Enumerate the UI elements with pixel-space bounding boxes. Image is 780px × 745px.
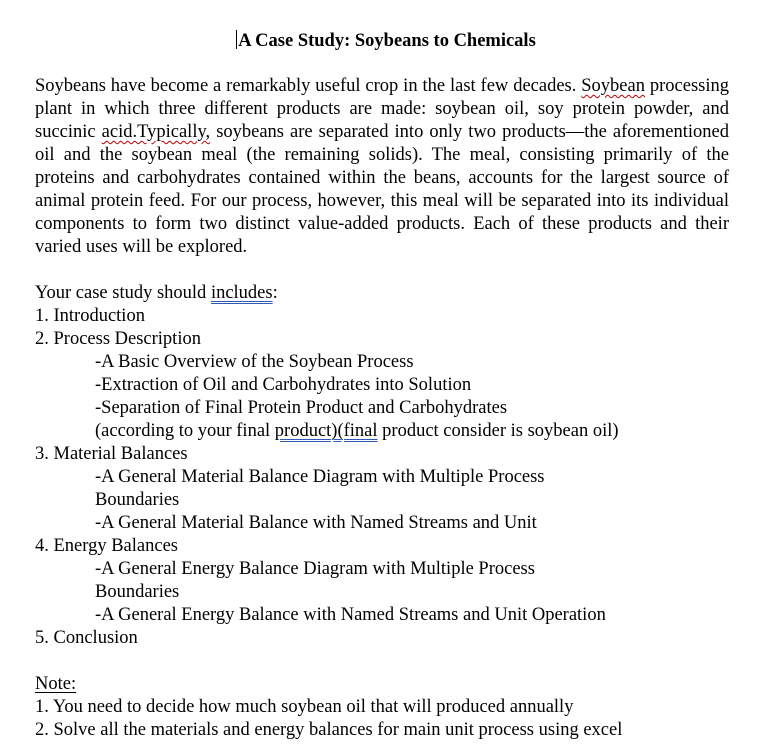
requirements-lead: Your case study should includes: [35,283,278,303]
spelling-error-word[interactable]: acid.Typically, [101,122,211,142]
sub-list-item: -Separation of Final Protein Product and Carbohydrates [95,398,508,418]
sub-list-item-continuation: Boundaries [95,490,180,510]
blank-line [35,259,729,282]
note-item: 2. Solve all the materials and energy balances for main unit process using excel [35,720,623,740]
sub-list-item: -A General Energy Balance Diagram with Multiple Process [95,559,535,579]
sub-list-note: (according to your final product)(final product consider is soybean oil) [95,421,619,441]
sub-list-item-continuation: Boundaries [95,582,180,602]
list-item: 1. Introduction [35,306,145,326]
sub-list-item: -A Basic Overview of the Soybean Process [95,352,414,372]
document-title: A Case Study: Soybeans to Chemicals [238,31,536,51]
list-item: 3. Material Balances [35,444,188,464]
grammar-error-word[interactable]: product)(final [274,421,378,441]
grammar-error-word[interactable]: includes [210,283,273,303]
list-item: 2. Process Description [35,329,201,349]
sub-list-item: -A General Energy Balance with Named Streams and Unit Operation [95,605,606,625]
list-item: 4. Energy Balances [35,536,178,556]
sub-list-item: -A General Material Balance Diagram with Multiple Process [95,467,545,487]
list-item: 5. Conclusion [35,628,138,648]
spelling-error-word[interactable]: Soybean [581,76,645,96]
sub-list-item: -A General Material Balance with Named Streams and Unit [95,513,537,533]
note-item: 1. You need to decide how much soybean oil that will produced annually [35,697,574,717]
blank-line [35,650,729,673]
sub-list-item: -Extraction of Oil and Carbohydrates into Solution [95,375,472,395]
document-page [35,29,729,742]
note-heading: Note: [35,674,77,694]
intro-paragraph: Soybeans have become a remarkably useful crop in the last few decades. Soybean processing plant in which three different products are made: soybean oil, soy protein powder, and succinic acid.Typically, soybeans are separated into only two products—the aforementioned oil and the soybean meal (the remaining solids). The meal, consisting primarily of the proteins and carbohydrates contained within the beans, accounts for the largest source of animal protein feed. For our process, however, this meal will be separated into its individual components to form two distinct value-added products. Each of these products and their varied uses will be explored. [35,76,730,257]
